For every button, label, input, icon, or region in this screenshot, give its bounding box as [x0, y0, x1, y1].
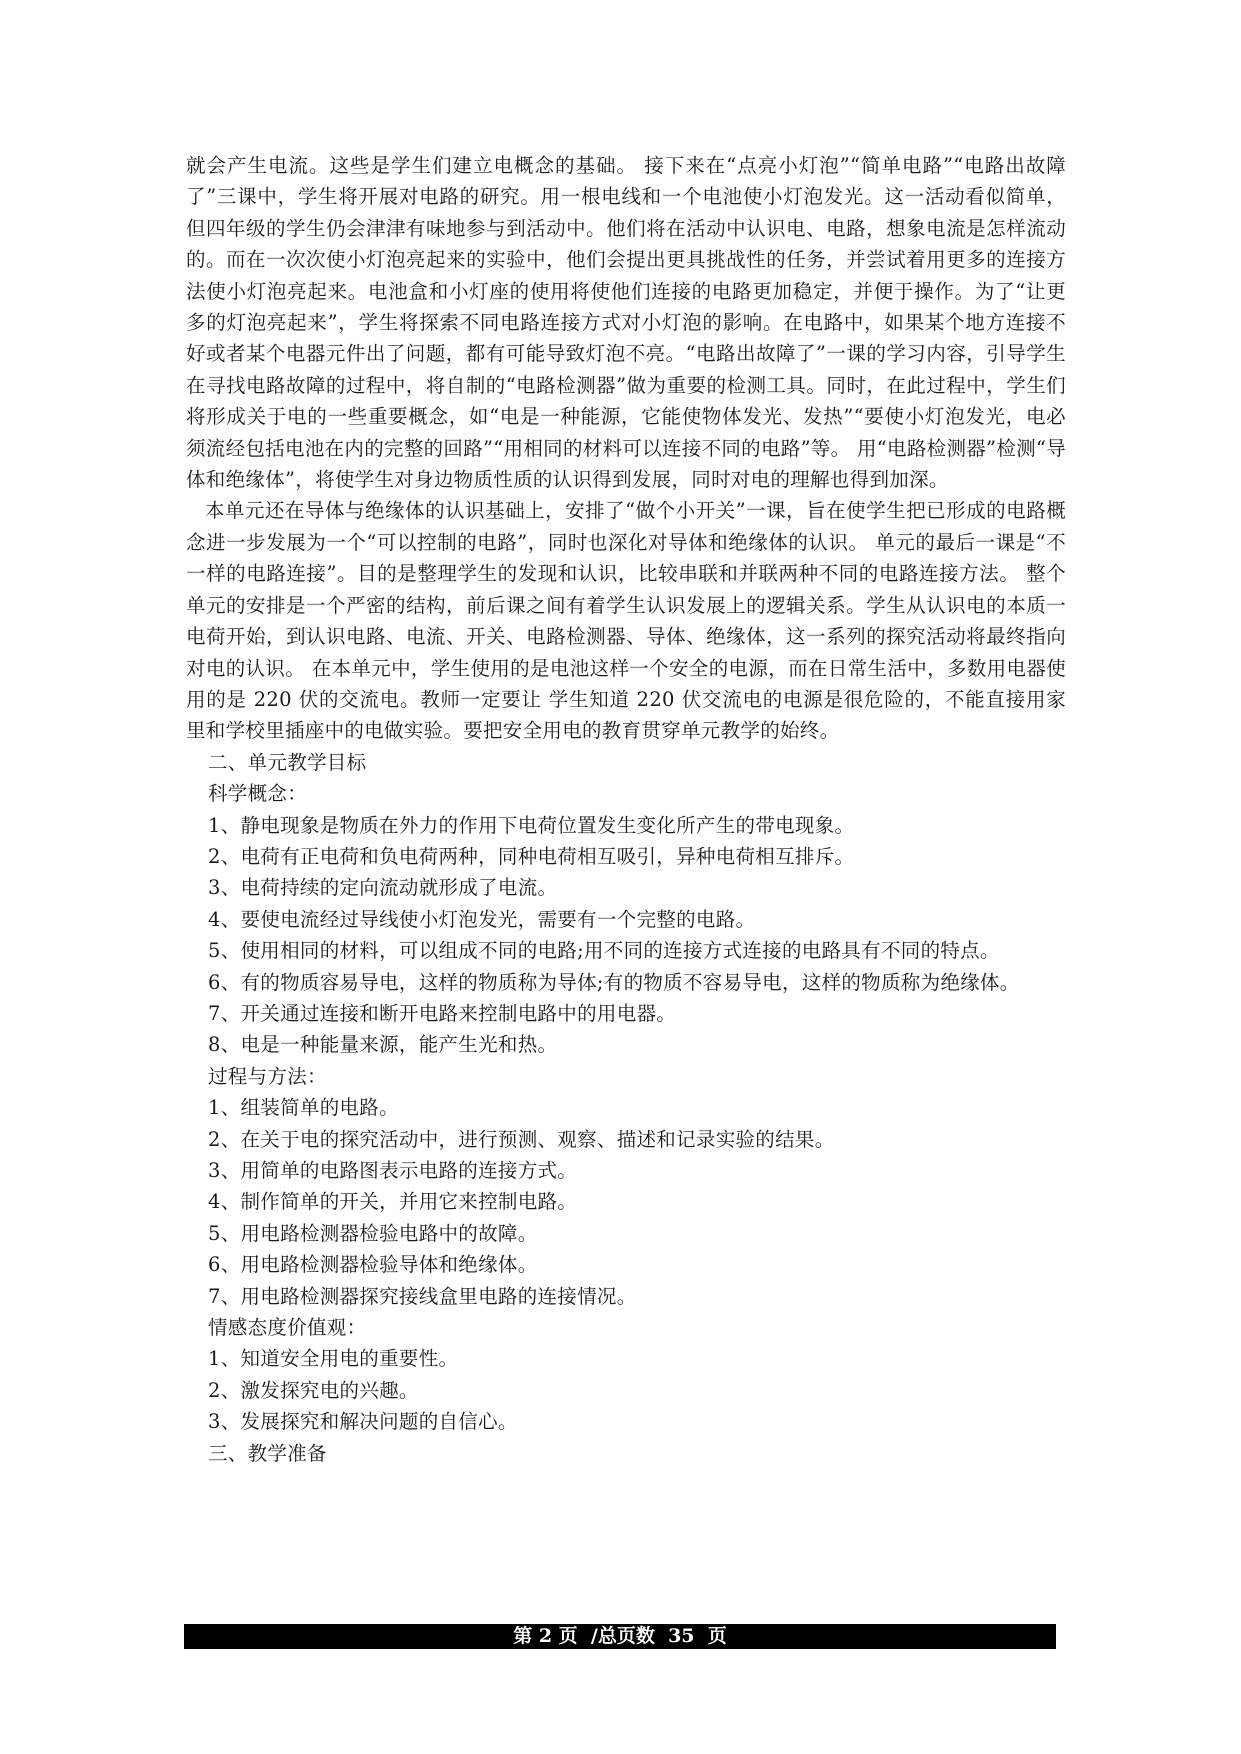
- science-concepts-list: [186, 810, 1066, 1061]
- list-item: 8、电是一种能量来源，能产生光和热。: [208, 1033, 558, 1057]
- list-item: 1、静电现象是物质在外力的作用下电荷位置发生变化所产生的带电现象。: [208, 813, 855, 837]
- page-footer-bar: [184, 1624, 1056, 1649]
- list-item: 7、用电路检测器探究接线盒里电路的连接情况。: [208, 1284, 637, 1308]
- subheading-attitudes: 情感态度价值观：: [208, 1316, 367, 1340]
- list-item: 2、在关于电的探究活动中，进行预测、观察、描述和记录实验的结果。: [208, 1127, 835, 1151]
- list-item: 4、要使电流经过导线使小灯泡发光，需要有一个完整的电路。: [208, 907, 756, 931]
- section-heading-objectives: 二、单元教学目标: [208, 750, 367, 774]
- subheading-science-concepts: 科学概念：: [208, 782, 308, 806]
- list-item: 5、用电路检测器检验电路中的故障。: [208, 1221, 538, 1245]
- process-methods-list: [186, 1092, 1066, 1312]
- list-item: 6、有的物质容易导电，这样的物质称为导体;有的物质不容易导电，这样的物质称为绝缘体。: [208, 970, 1020, 994]
- list-item: 1、知道安全用电的重要性。: [208, 1347, 459, 1371]
- list-item: 3、电荷持续的定向流动就形成了电流。: [208, 876, 558, 900]
- page-number-label: 第 2 页 /总页数 35 页: [513, 1625, 727, 1647]
- page-content: [186, 150, 1066, 1469]
- list-item: 7、开关通过连接和断开电路来控制电路中的用电器。: [208, 1001, 677, 1025]
- list-item: 6、用电路检测器检验导体和绝缘体。: [208, 1253, 538, 1277]
- list-item: 2、电荷有正电荷和负电荷两种，同种电荷相互吸引，异种电荷相互排斥。: [208, 844, 855, 868]
- list-item: 4、制作简单的开关，并用它来控制电路。: [208, 1190, 578, 1214]
- paragraph-unit-structure: 本单元还在导体与绝缘体的认识基础上，安排了“做个小开关”一课，旨在使学生把已形成的电路概念进一步发展为一个“可以控制的电路”，同时也深化对导体和绝缘体的认识。 单元的最后一课是“不一样的电路连接”。目的是整理学生的发现和认识，比较串联和并联两种不同的电路连接方法。 整个单元的安排是一个严密的结构，前后课之间有着学生认识发展上的逻辑关系。学生从认识电的本质一电荷开始，到认识电路、电流、开关、电路检测器、导体、绝缘体，这一系列的探究活动将最终指向对电的认识。 在本单元中，学生使用的是电池这样一个安全的电源，而在日常生活中，多数用电器使用的是 220 伏的交流电。教师一定要让 学生知道 220 伏交流电的电源是很危险的，不能直接用家里和学校里插座中的电做实验。要把安全用电的教育贯穿单元教学的始终。: [186, 499, 1066, 743]
- subheading-process-methods: 过程与方法：: [208, 1064, 327, 1088]
- section-heading-preparation: 三、教学准备: [208, 1441, 327, 1465]
- list-item: 5、使用相同的材料，可以组成不同的电路;用不同的连接方式连接的电路具有不同的特点。: [208, 939, 1000, 963]
- paragraph-unit-overview: 就会产生电流。这些是学生们建立电概念的基础。 接下来在“点亮小灯泡”“简单电路”“电路出故障了”三课中，学生将开展对电路的研究。用一根电线和一个电池使小灯泡发光。这一活动看似简单，但四年级的学生仍会津津有味地参与到活动中。他们将在活动中认识电、电路，想象电流是怎样流动的。而在一次次使小灯泡亮起来的实验中，他们会提出更具挑战性的任务，并尝试着用更多的连接方法使小灯泡亮起来。电池盒和小灯座的使用将使他们连接的电路更加稳定，并便于操作。为了“让更多的灯泡亮起来”，学生将探索不同电路连接方式对小灯泡的影响。在电路中，如果某个地方连接不好或者某个电器元件出了问题，都有可能导致灯泡不亮。“电路出故障了”一课的学习内容，引导学生在寻找电路故障的过程中，将自制的“电路检测器”做为重要的检测工具。同时，在此过程中，学生们将形成关于电的一些重要概念，如“电是一种能源，它能使物体发光、发热”“要使小灯泡发光，电必须流经包括电池在内的完整的回路”“用相同的材料可以连接不同的电路”等。 用“电路检测器”检测“导体和绝缘体”，将使学生对身边物质性质的认识得到发展，同时对电的理解也得到加深。: [186, 154, 1066, 492]
- list-item: 3、用简单的电路图表示电路的连接方式。: [208, 1159, 578, 1182]
- list-item: 1、组装简单的电路。: [208, 1096, 399, 1120]
- list-item: 3、发展探究和解决问题的自信心。: [208, 1410, 518, 1434]
- attitudes-list: [186, 1343, 1066, 1437]
- list-item: 2、激发探究电的兴趣。: [208, 1378, 419, 1402]
